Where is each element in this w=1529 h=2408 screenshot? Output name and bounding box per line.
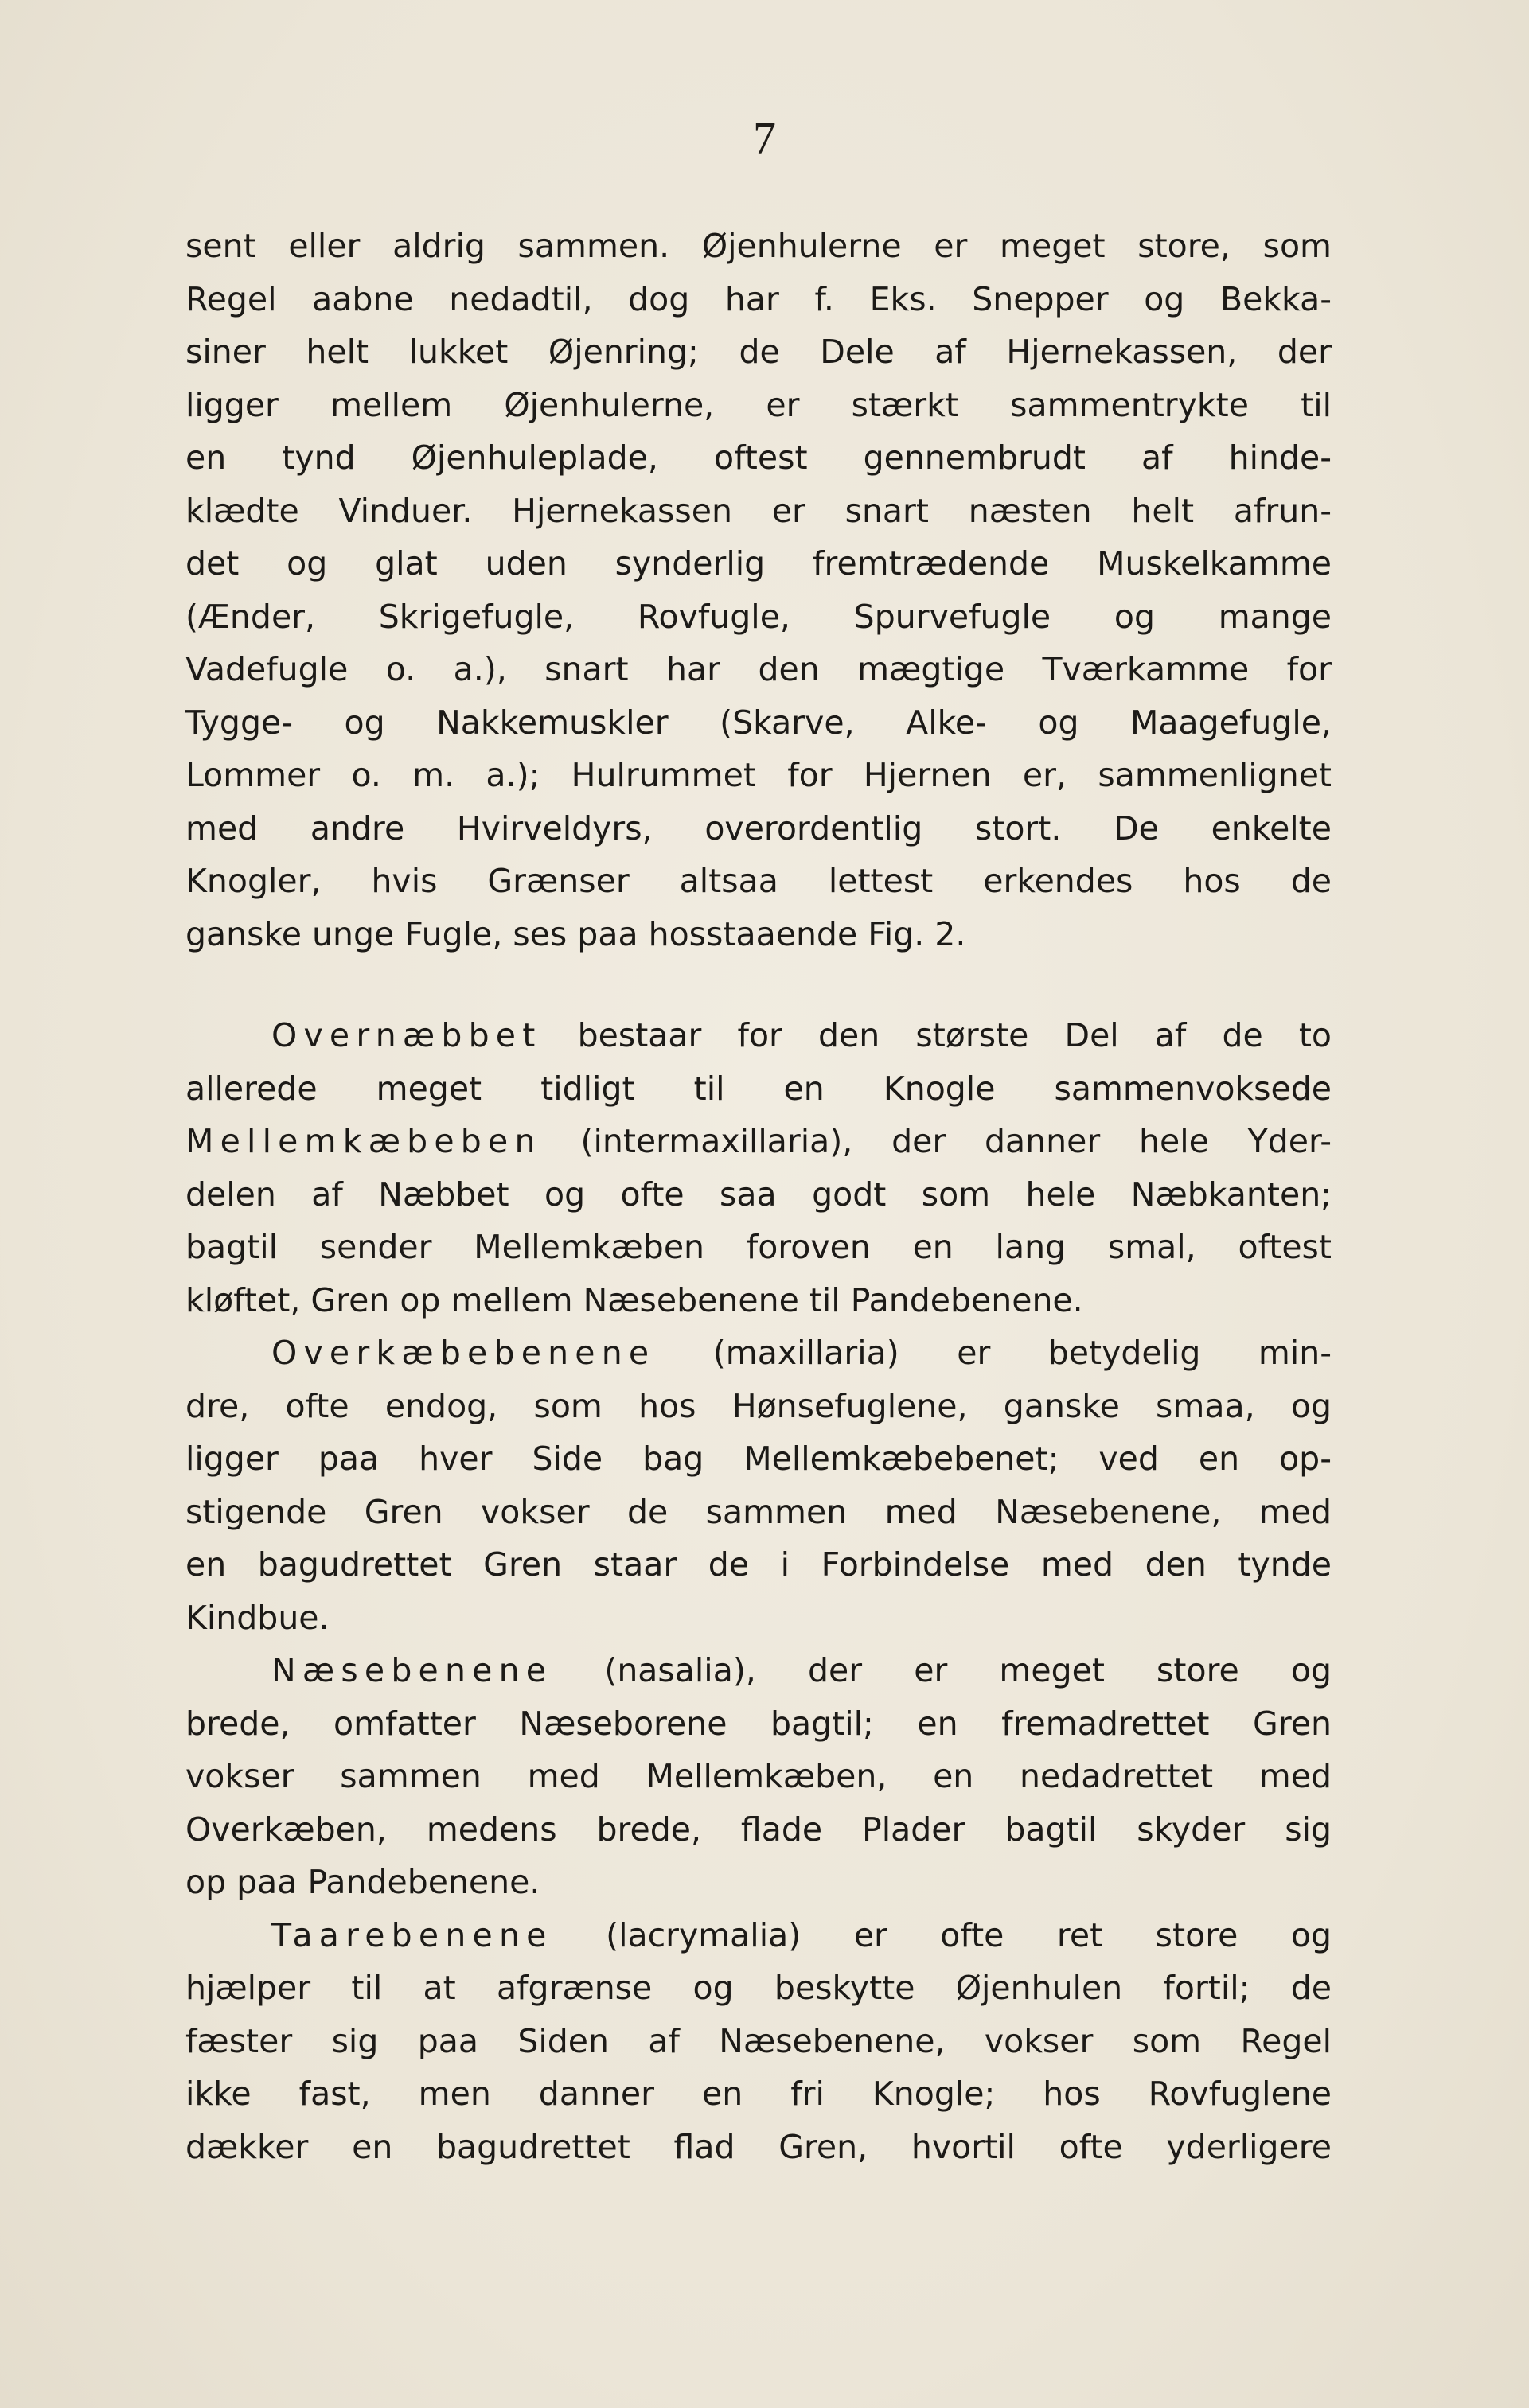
text-line: kløftet, Gren op mellem Næsebenene til Pandebenene. <box>185 1280 1083 1319</box>
text-line: ligger mellem Øjenhulerne, er stærkt sammentrykte til <box>185 385 1332 424</box>
text-line: Lommer o. m. a.); Hulrummet for Hjernen er, sammenlignet <box>185 756 1332 794</box>
line-rest: (nasalia), der er meget store og <box>552 1651 1332 1689</box>
text-line: Vadefugle o. a.), snart har den mægtige Tværkamme for <box>185 650 1332 688</box>
text-line <box>185 1115 1332 1168</box>
text-line: Regel aabne nedadtil, dog har f. Eks. Snepper og Bekka- <box>185 279 1332 318</box>
text-line: (Ænder, Skrigefugle, Rovfugle, Spurvefugle og mange <box>185 597 1332 636</box>
line-rest: (lacrymalia) er ofte ret store og <box>552 1915 1332 1954</box>
text-line: klædte Vinduer. Hjernekassen er snart næsten helt afrun- <box>185 491 1332 530</box>
term-mellemkaebeben: Mellemkæbeben <box>185 1122 542 1160</box>
text-line <box>185 1009 1332 1062</box>
line-rest: (intermaxillaria), der danner hele Yder- <box>541 1122 1332 1160</box>
text-line: delen af Næbbet og ofte saa godt som hele Næbkanten; <box>185 1175 1332 1214</box>
line-rest: (maxillaria) er betydelig min- <box>655 1334 1332 1372</box>
page-number: 7 <box>753 112 776 164</box>
text-line: stigende Gren vokser de sammen med Næsebenene, med <box>185 1492 1332 1531</box>
text-line <box>185 1909 1332 1962</box>
text-line: det og glat uden synderlig fremtrædende Muskelkamme <box>185 544 1332 583</box>
body-text <box>185 1009 1332 2173</box>
term-taarebenene: Taarebenene <box>271 1915 553 1954</box>
text-line: fæster sig paa Siden af Næsebenene, vokser som Regel <box>185 2021 1332 2060</box>
paragraph-1 <box>185 220 1332 960</box>
text-line: bagtil sender Mellemkæben foroven en lang smal, oftest <box>185 1228 1332 1266</box>
text-line: Tygge- og Nakkemuskler (Skarve, Alke- og Maagefugle, <box>185 703 1332 742</box>
term-naesebenene: Næsebenene <box>271 1651 553 1689</box>
text-line: Knogler, hvis Grænser altsaa lettest erkendes hos de <box>185 862 1332 900</box>
term-overnaebbet: Overnæbbet <box>271 1016 542 1054</box>
text-line: med andre Hvirveldyrs, overordentlig stort. De enkelte <box>185 809 1332 847</box>
text-line: dre, ofte endog, som hos Hønsefuglene, ganske smaa, og <box>185 1386 1332 1425</box>
text-line: ikke fast, men danner en fri Knogle; hos Rovfuglene <box>185 2075 1332 2113</box>
text-line: allerede meget tidligt til en Knogle sammenvoksede <box>185 1069 1332 1108</box>
text-line: Kindbue. <box>185 1598 330 1637</box>
text-line <box>185 1644 1332 1697</box>
text-line: en tynd Øjenhuleplade, oftest gennembrudt af hinde- <box>185 438 1332 477</box>
text-line: dækker en bagudrettet flad Gren, hvortil ofte yderligere <box>185 2127 1332 2166</box>
text-line: op paa Pandebenene. <box>185 1863 540 1901</box>
text-line: ligger paa hver Side bag Mellemkæbebenet; ved en op- <box>185 1440 1332 1478</box>
text-line: Overkæben, medens brede, flade Plader bagtil skyder sig <box>185 1810 1332 1849</box>
text-line: siner helt lukket Øjenring; de Dele af Hjernekassen, der <box>185 333 1332 371</box>
line-rest: bestaar for den største Del af de to <box>541 1016 1332 1054</box>
text-line <box>185 1327 1332 1380</box>
text-line: ganske unge Fugle, ses paa hosstaaende Fig. 2. <box>185 914 966 953</box>
text-line: sent eller aldrig sammen. Øjenhulerne er meget store, som <box>185 227 1332 265</box>
text-line: brede, omfatter Næseborene bagtil; en fremadrettet Gren <box>185 1704 1332 1743</box>
text-line: hjælper til at afgrænse og beskytte Øjenhulen fortil; de <box>185 1969 1332 2007</box>
text-line: vokser sammen med Mellemkæben, en nedadrettet med <box>185 1757 1332 1795</box>
term-overkaebebenene: Overkæbebenene <box>271 1334 656 1372</box>
text-line: en bagudrettet Gren staar de i Forbindelse med den tynde <box>185 1545 1332 1584</box>
